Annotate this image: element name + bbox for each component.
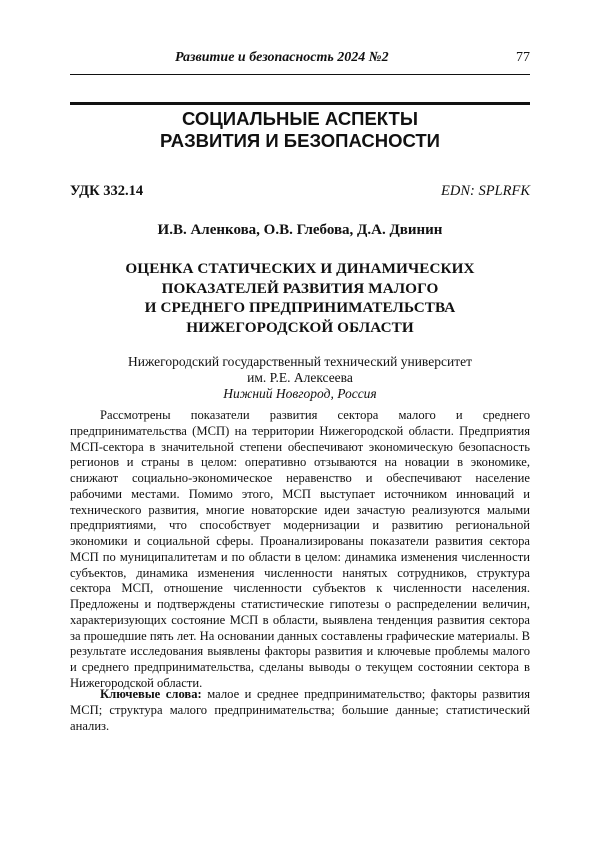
section-heading bbox=[70, 108, 530, 152]
journal-running-title: Развитие и безопасность 2024 №2 bbox=[175, 50, 389, 65]
header-rule bbox=[70, 74, 530, 75]
title-line: И СРЕДНЕГО ПРЕДПРИНИМАТЕЛЬСТВА bbox=[144, 299, 456, 316]
abstract-text: Рассмотрены показатели развития сектора малого и среднего предпринимательства (МСП) на территории Нижегородской области. Предприятия МСП-сектора в значительной степени обеспечивают экономическую безопасность регионов и страны в целом: оперативно отзываются на новации в экономике, снижают социально-экономическое неравенство и обеспечивают население рабочими местами. Помимо этого, МСП выступает источником инноваций и технического развития, многие новаторские идеи зачастую реализуются малыми предприятиями, что способствует модернизации и развитию региональной экономики и социальной сферы. Проанализированы показатели развития сектора МСП по муниципалитетам и по области в целом: динамика изменения численности субъектов, динамика изменения численности нанятых сотрудников, структура сектора МСП, отношение численности субъектов к численности населения. Предложены и подтверждены статистические гипотезы о распределении величин, характеризующих состояние МСП в области, выявлена тенденция развития сектора за прошедшие пять лет. На основании данных составлены графические материалы. В результате исследования выявлены факторы развития и ключевые проблемы малого и среднего предпринимательства, сделаны выводы о текущем состоянии сектора в Нижегородской области. bbox=[70, 408, 530, 690]
udk-code: УДК 332.14 bbox=[70, 183, 144, 199]
section-heading-line: СОЦИАЛЬНЫЕ АСПЕКТЫ bbox=[182, 108, 418, 129]
affiliation bbox=[70, 354, 530, 402]
keywords bbox=[70, 687, 530, 734]
title-line: НИЖЕГОРОДСКОЙ ОБЛАСТИ bbox=[186, 318, 414, 336]
affiliation-institution: Нижегородский государственный технический университет bbox=[128, 354, 472, 369]
title-line: ПОКАЗАТЕЛЕЙ РАЗВИТИЯ МАЛОГО bbox=[161, 279, 439, 297]
running-head bbox=[70, 50, 530, 72]
section-rule bbox=[70, 102, 530, 105]
article-title bbox=[70, 259, 530, 337]
affiliation-location: Нижний Новгород, Россия bbox=[223, 386, 377, 401]
keywords-text: малое и среднее предпринимательство; факторы развития МСП; структура малого предпринимательства; большие данные; статистический анализ. bbox=[70, 687, 530, 733]
title-line: ОЦЕНКА СТАТИЧЕСКИХ И ДИНАМИЧЕСКИХ bbox=[125, 260, 475, 277]
article-authors: И.В. Аленкова, О.В. Глебова, Д.А. Двинин bbox=[157, 222, 443, 238]
section-heading-line: РАЗВИТИЯ И БЕЗОПАСНОСТИ bbox=[160, 130, 440, 151]
page-number: 77 bbox=[516, 50, 530, 65]
edn-code: EDN: SPLRFK bbox=[440, 183, 530, 199]
affiliation-institution-name: им. Р.Е. Алексеева bbox=[247, 370, 353, 385]
keywords-label: Ключевые слова: bbox=[100, 687, 202, 701]
